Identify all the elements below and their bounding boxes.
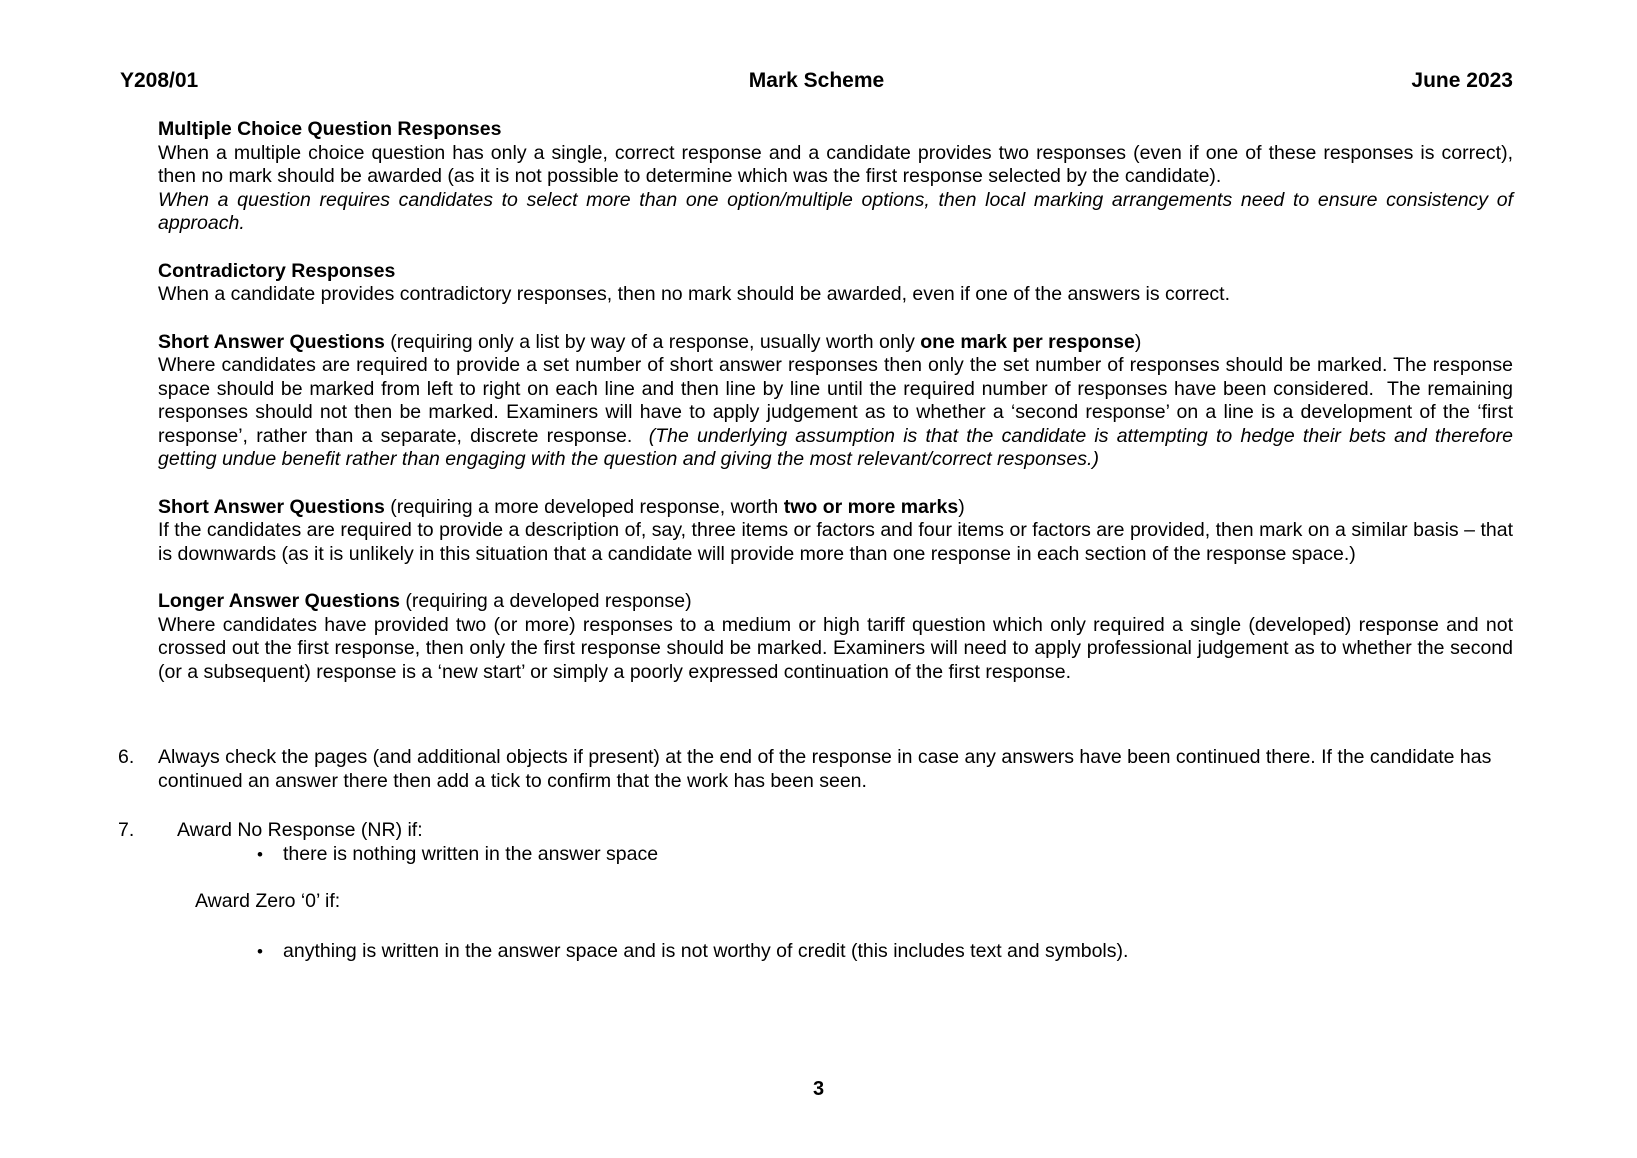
heading-normal-run: )	[958, 495, 965, 518]
heading-bold-run: two or more marks	[783, 495, 959, 518]
item-7-header	[118, 819, 1513, 843]
bullet-text: anything is written in the answer space and is not worthy of credit (this includes text and symbols).	[283, 939, 1129, 962]
award-zero-label: Award Zero ‘0’ if:	[195, 890, 341, 912]
section-heading: Contradictory Responses	[158, 259, 396, 282]
section-contradictory	[158, 260, 1513, 307]
heading-normal-run: )	[1134, 330, 1142, 353]
item-text: Always check the pages (and additional objects if present) at the end of the response in case any answers have been continued there. If the candidate has continued an answer there then add a tick to confirm that the work has been seen.	[158, 746, 1492, 792]
heading-normal-run: (requiring a developed response)	[399, 590, 692, 612]
section-heading	[158, 331, 1513, 355]
item-label: Award No Response (NR) if:	[177, 819, 423, 841]
item-number: 6.	[118, 746, 135, 768]
section-short-answer-developed	[158, 495, 1519, 567]
paragraph-italic-run: (The underlying assumption is that the candidate is attempting to hedge their bets and therefore getting undue benefit rather than engaging with the question and giving the most relevant/correct responses.)	[158, 424, 1519, 470]
section-multiple-choice	[158, 118, 1519, 236]
bullet-item	[257, 843, 1513, 867]
bullet-icon: •	[257, 844, 263, 864]
section-paragraph: Where candidates have provided two (or more) responses to a medium or high tariff question which only required a single (developed) response and not crossed out the first response, then only the first response should be marked. Examiners will need to apply professional judgement as to whether the second (or a subsequent) response is a ‘new start’ or simply a poorly expressed continuation of the first response.	[158, 613, 1519, 683]
section-paragraph: When a candidate provides contradictory responses, then no mark should be awarded, even if one of the answers is correct.	[158, 283, 1231, 305]
section-paragraph: If the candidates are required to provide a description of, say, three items or factors and four items or factors are provided, then mark on a similar basis – that is downwards (as it is unlikely in this situation that a candidate will provide more than one response in each section of the response space.)	[158, 519, 1519, 565]
document-title: Mark Scheme	[748, 69, 885, 92]
paper-code: Y208/01	[120, 69, 199, 92]
section-paragraph: When a multiple choice question has only a single, correct response and a candidate provides two responses (even if one of these responses is correct), then no mark should be awarded (as it is not possible to determine which was the first response selected by the candidate).	[158, 141, 1519, 187]
bullet-text: there is nothing written in the answer space	[283, 842, 659, 865]
page-number: 3	[812, 1078, 825, 1100]
bullet-item	[257, 940, 1513, 964]
section-heading	[158, 496, 1513, 520]
numbered-item-7	[118, 819, 1513, 963]
heading-normal-run: (requiring a more developed response, worth	[384, 495, 784, 518]
section-heading	[158, 590, 1513, 614]
item-number: 7.	[118, 819, 135, 841]
section-paragraph-italic: When a question requires candidates to select more than one option/multiple options, then local marking arrangements need to ensure consistency of approach.	[158, 188, 1519, 234]
session-date: June 2023	[1411, 69, 1513, 92]
page-header	[120, 69, 1513, 93]
heading-bold-run: Short Answer Questions	[158, 495, 385, 518]
section-longer-answer	[158, 590, 1519, 684]
bullet-icon: •	[257, 941, 263, 961]
section-short-answer-list	[158, 330, 1519, 472]
section-paragraph	[158, 354, 1519, 472]
section-heading: Multiple Choice Question Responses	[158, 118, 502, 140]
numbered-item-6	[118, 746, 1513, 793]
heading-bold-run: Longer Answer Questions	[158, 590, 400, 612]
paragraph-normal-run: Where candidates are required to provide a set number of short answer responses then only the set number of responses should be marked. The response space should be marked from left to right on each line and then line by line until the required number of responses have been considered. The remaining responses should not then be marked. Examiners will have to apply judgement as to whether a ‘second response’ on a line is a development of the ‘first response’, rather than a separate, discrete response.	[158, 354, 1519, 447]
heading-normal-run: (requiring only a list by way of a response, usually worth only	[384, 330, 921, 353]
heading-bold-run: one mark per response	[920, 330, 1135, 353]
heading-bold-run: Short Answer Questions	[158, 330, 385, 353]
page-content	[118, 118, 1519, 963]
